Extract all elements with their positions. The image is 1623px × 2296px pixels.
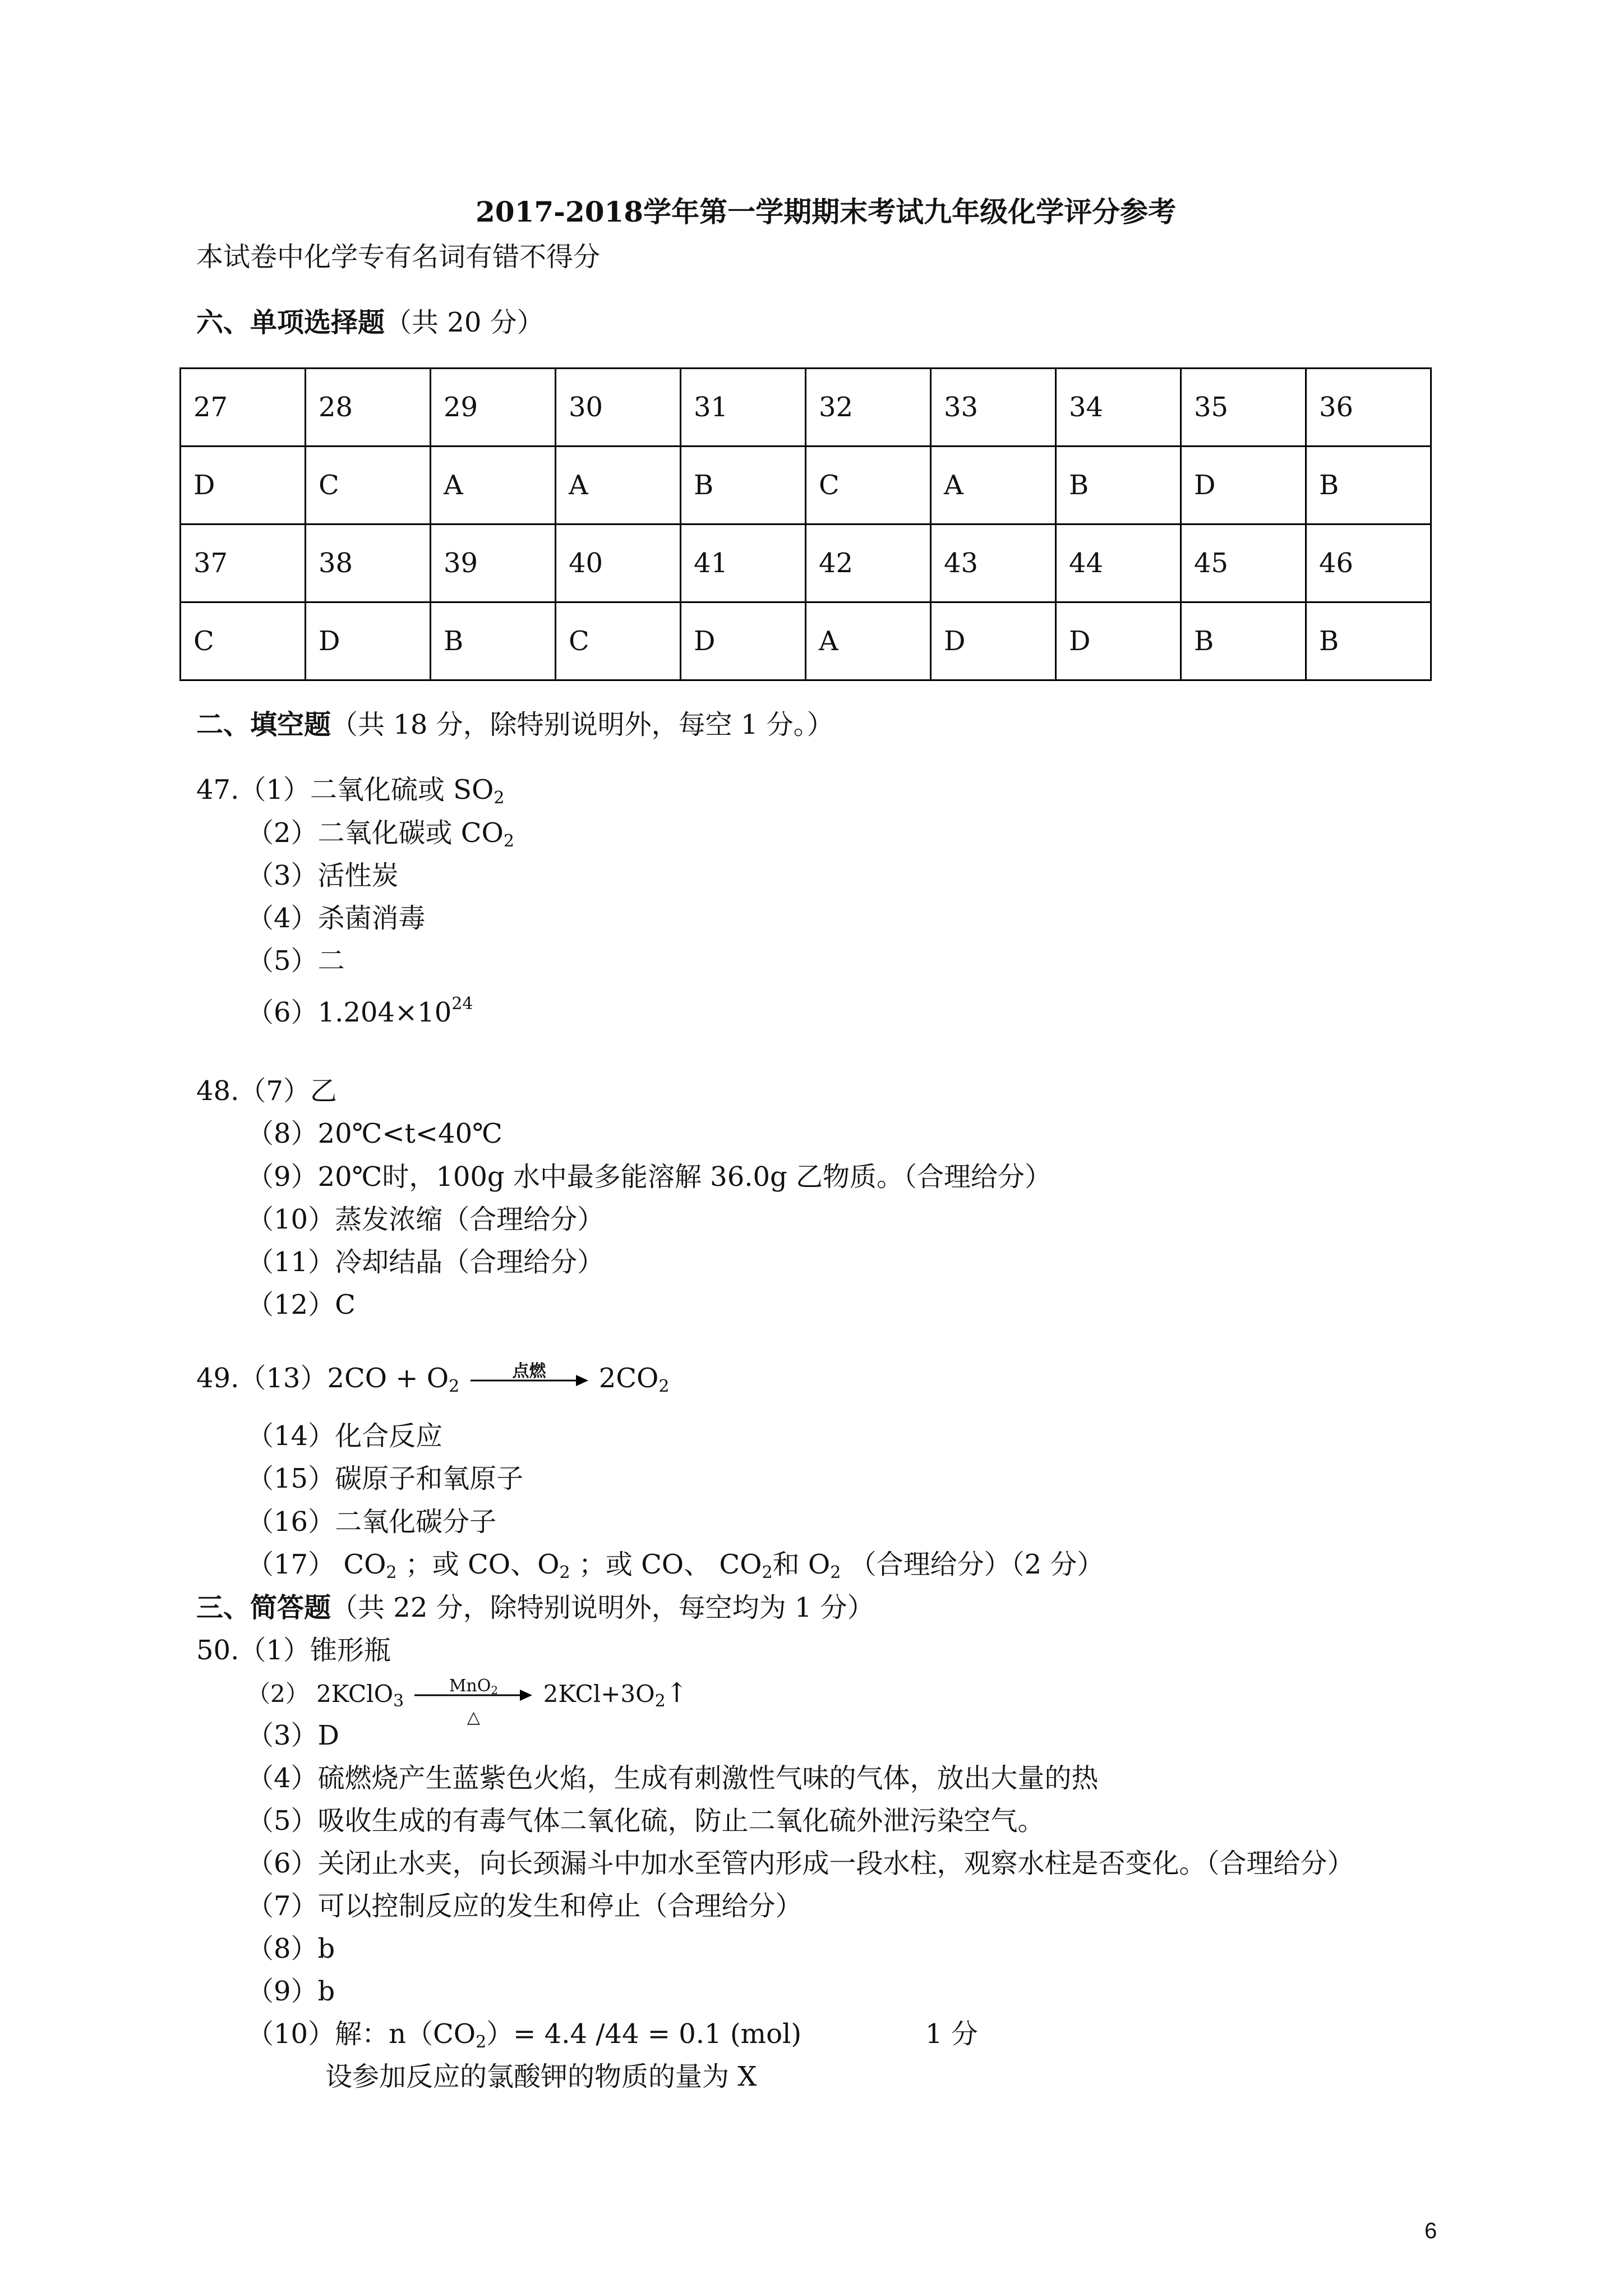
- table-cell: C: [556, 602, 681, 680]
- q47-number: 47.: [196, 774, 239, 806]
- reaction-arrow: [471, 1361, 588, 1387]
- table-cell: D: [306, 602, 431, 680]
- q47-answer-6: [247, 987, 473, 1029]
- table-cell: B: [681, 447, 806, 524]
- q48-answer-12: （12）C: [247, 1289, 356, 1320]
- table-cell: 34: [1056, 369, 1181, 447]
- page-title: 2017-2018学年第一学期期末考试九年级化学评分参考: [476, 195, 1177, 228]
- gas-arrow-icon: ↑: [665, 1677, 688, 1709]
- section-6-title: 六、单项选择题: [196, 307, 385, 338]
- table-cell: 30: [556, 369, 681, 447]
- table-cell: 39: [431, 524, 556, 602]
- q49-product: 2CO: [598, 1363, 659, 1394]
- section-2-heading: [196, 708, 834, 742]
- table-cell: D: [681, 602, 806, 680]
- table-cell: D: [181, 447, 306, 524]
- q47-answer-2: [247, 816, 514, 858]
- table-cell: B: [1306, 602, 1431, 680]
- grading-note: 本试卷中化学专有名词有错不得分: [196, 241, 601, 273]
- subscript: 3: [393, 1691, 404, 1711]
- subscript: 2: [654, 1691, 666, 1711]
- table-cell: 43: [931, 524, 1056, 602]
- q49-answer-14: （14）化合反应: [247, 1420, 443, 1452]
- q49-text-13: （13）2CO + O: [239, 1363, 449, 1394]
- table-cell: A: [931, 447, 1056, 524]
- q50-answer-10-line2: 设参加反应的氯酸钾的物质的量为 X: [325, 2061, 757, 2092]
- table-cell: D: [1056, 602, 1181, 680]
- q50-answer-5: （5）吸收生成的有毒气体二氧化硫，防止二氧化硫外泄污染空气。: [247, 1805, 1045, 1837]
- section-3-heading: [196, 1591, 874, 1625]
- q47-answer-4: （4）杀菌消毒: [247, 903, 426, 934]
- section-2-points: （共 18 分，除特别说明外，每空 1 分。）: [331, 709, 834, 740]
- table-cell: A: [556, 447, 681, 524]
- table-cell: 35: [1181, 369, 1306, 447]
- table-cell: A: [806, 602, 931, 680]
- section-3-title: 三、简答题: [196, 1592, 331, 1623]
- page-number: 6: [1424, 2219, 1437, 2243]
- q50-score: 1 分: [925, 2018, 978, 2050]
- table-cell: 33: [931, 369, 1056, 447]
- table-cell: 28: [306, 369, 431, 447]
- q48-answer-11: （11）冷却结晶（合理给分）: [247, 1246, 605, 1278]
- q48-answer-10: （10）蒸发浓缩（合理给分）: [247, 1204, 605, 1235]
- table-cell: 38: [306, 524, 431, 602]
- q49-text-17e: （合理给分）（2 分）: [841, 1549, 1104, 1580]
- q49-answer-15: （15）碳原子和氧原子: [247, 1463, 524, 1494]
- q50-text-2: （2） 2KClO: [247, 1680, 394, 1708]
- subscript: 2: [658, 1377, 670, 1396]
- table-cell: 41: [681, 524, 806, 602]
- q49-answer-17: [247, 1548, 1104, 1590]
- q49-text-17d: 和 O: [772, 1549, 831, 1580]
- section-6-points: （共 20 分）: [385, 307, 544, 338]
- q50-answer-1: [196, 1634, 391, 1667]
- q49-text-17c: ；或 CO、 CO: [570, 1549, 762, 1580]
- table-cell: B: [1056, 447, 1181, 524]
- q47-text-2: （2）二氧化碳或 CO: [247, 817, 504, 849]
- reaction-arrow: [414, 1676, 532, 1727]
- q47-text-1: （1）二氧化硫或 SO: [239, 774, 494, 806]
- q50-answer-9: （9）b: [247, 1976, 335, 2007]
- subscript: 2: [503, 831, 514, 851]
- table-cell: C: [806, 447, 931, 524]
- table-row: [181, 447, 1431, 524]
- q49-text-17b: ；或 CO、O: [396, 1549, 560, 1580]
- table-cell: C: [306, 447, 431, 524]
- q49-number: 49.: [196, 1363, 239, 1394]
- table-cell: D: [1181, 447, 1306, 524]
- q49-text-17a: （17） CO: [247, 1549, 386, 1580]
- q49-answer-16: （16）二氧化碳分子: [247, 1506, 497, 1538]
- q48-answer-7: [196, 1074, 337, 1108]
- reaction-condition: 点燃: [512, 1361, 546, 1381]
- subscript: 2: [559, 1563, 570, 1582]
- q47-text-6: （6）1.204×10: [247, 997, 452, 1028]
- q50-product: 2KCl+3O: [543, 1680, 655, 1708]
- table-cell: 27: [181, 369, 306, 447]
- q50-text-10b: ）= 4.4 /44 = 0.1 (mol): [486, 2018, 802, 2050]
- q50-text-10: （10）解：n（CO: [247, 2018, 476, 2050]
- table-cell: 40: [556, 524, 681, 602]
- q50-answer-4: （4）硫燃烧产生蓝紫色火焰，生成有刺激性气味的气体，放出大量的热: [247, 1763, 1099, 1794]
- q48-answer-8: （8）20℃<t<40℃: [247, 1118, 502, 1149]
- table-cell: B: [431, 602, 556, 680]
- q50-answer-7: （7）可以控制反应的发生和停止（合理给分）: [247, 1890, 803, 1922]
- q50-answer-2: [247, 1676, 688, 1727]
- table-row: [181, 524, 1431, 602]
- q50-answer-10: [247, 2017, 801, 2059]
- q47-answer-3: （3）活性炭: [247, 860, 399, 891]
- superscript: 24: [451, 994, 473, 1014]
- subscript: 2: [494, 788, 505, 808]
- subscript: 2: [449, 1377, 460, 1396]
- q50-answer-3: （3）D: [247, 1720, 340, 1751]
- table-cell: 44: [1056, 524, 1181, 602]
- table-cell: D: [931, 602, 1056, 680]
- subscript: 2: [476, 2032, 487, 2052]
- table-cell: B: [1306, 447, 1431, 524]
- q50-answer-8: （8）b: [247, 1933, 335, 1964]
- q48-answer-9: （9）20℃时，100g 水中最多能溶解 36.0g 乙物质。（合理给分）: [247, 1161, 1052, 1193]
- table-cell: 29: [431, 369, 556, 447]
- table-cell: C: [181, 602, 306, 680]
- q48-text-7: （7）乙: [239, 1075, 337, 1107]
- subscript: 2: [830, 1563, 841, 1582]
- table-cell: A: [431, 447, 556, 524]
- table-cell: 36: [1306, 369, 1431, 447]
- table-cell: 31: [681, 369, 806, 447]
- section-6-heading: [196, 306, 544, 339]
- heat-symbol: △: [467, 1707, 480, 1727]
- section-3-points: （共 22 分，除特别说明外，每空均为 1 分）: [331, 1592, 874, 1623]
- q48-number: 48.: [196, 1075, 239, 1107]
- table-cell: B: [1181, 602, 1306, 680]
- table-cell: 45: [1181, 524, 1306, 602]
- q50-answer-6: （6）关闭止水夹，向长颈漏斗中加水至管内形成一段水柱，观察水柱是否变化。（合理给分）: [247, 1848, 1354, 1879]
- table-row: [181, 602, 1431, 680]
- table-cell: 32: [806, 369, 931, 447]
- q47-answer-1: [196, 773, 504, 815]
- subscript: 2: [762, 1563, 773, 1582]
- q50-text-1: （1）锥形瓶: [239, 1635, 391, 1666]
- q50-number: 50.: [196, 1635, 239, 1666]
- subscript: 2: [386, 1563, 397, 1582]
- catalyst-text: MnO: [449, 1676, 491, 1696]
- table-cell: 37: [181, 524, 306, 602]
- subscript: 2: [491, 1683, 499, 1697]
- table-cell: 42: [806, 524, 931, 602]
- section-2-title: 二、填空题: [196, 709, 331, 740]
- table-row: [181, 369, 1431, 447]
- q49-answer-13: [196, 1361, 669, 1404]
- table-cell: 46: [1306, 524, 1431, 602]
- answer-table: [179, 367, 1432, 681]
- q47-answer-5: （5）二: [247, 945, 345, 977]
